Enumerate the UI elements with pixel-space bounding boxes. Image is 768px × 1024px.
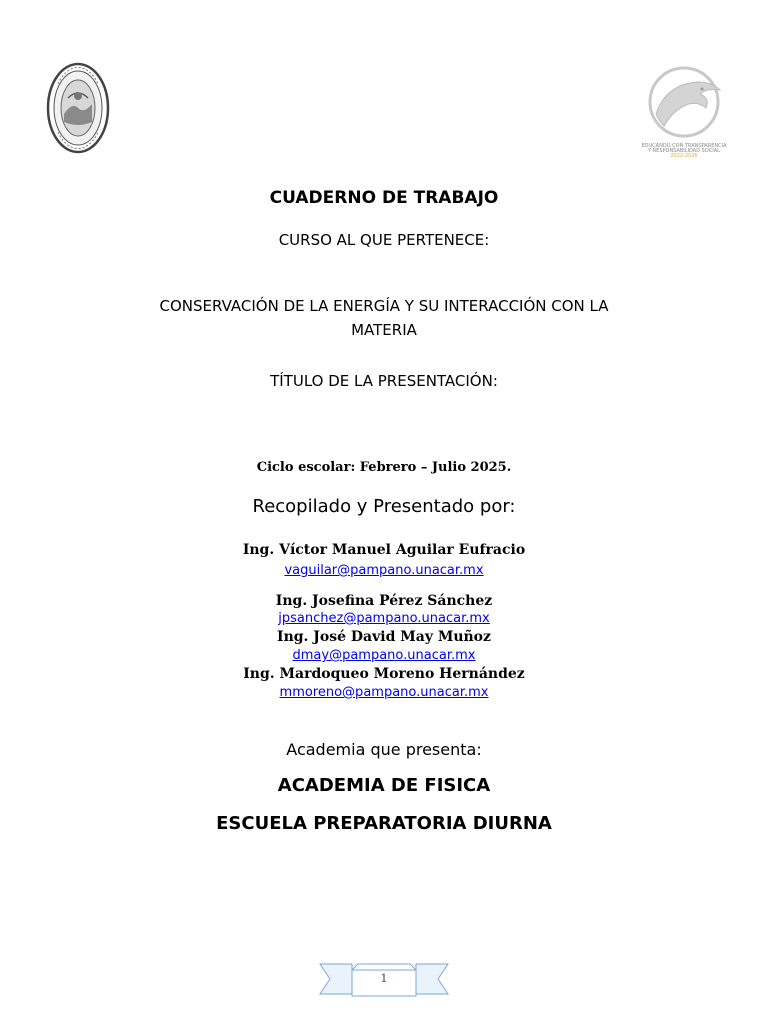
author-email-link[interactable]: vaguilar@pampano.unacar.mx bbox=[284, 563, 484, 578]
course-name: CONSERVACIÓN DE LA ENERGÍA Y SU INTERACCIÓN CON LA MATERIA bbox=[159, 297, 609, 339]
author-email-link[interactable]: dmay@pampano.unacar.mx bbox=[292, 648, 476, 663]
author-email-link[interactable]: mmoreno@pampano.unacar.mx bbox=[279, 685, 489, 700]
academy-label: Academia que presenta: bbox=[286, 740, 482, 759]
school-cycle: Ciclo escolar: Febrero – Julio 2025. bbox=[256, 460, 512, 475]
author-email-link[interactable]: jpsanchez@pampano.unacar.mx bbox=[278, 611, 490, 626]
page-number: 1 bbox=[380, 972, 388, 985]
presentation-title-label: TÍTULO DE LA PRESENTACIÓN: bbox=[270, 372, 498, 390]
author-name: Ing. Víctor Manuel Aguilar Eufracio bbox=[242, 542, 526, 558]
compiled-by-label: Recopilado y Presentado por: bbox=[252, 496, 516, 517]
page-number-ribbon bbox=[318, 958, 450, 1000]
author-name: Ing. José David May Muñoz bbox=[277, 629, 491, 645]
author-name: Ing. Mardoqueo Moreno Hernández bbox=[243, 666, 525, 682]
author-name: Ing. Josefina Pérez Sánchez bbox=[275, 593, 493, 609]
logo-caption: EDUCANDO CON TRANSPARENCIA Y RESPONSABILIDAD SOCIAL 2022-2026 bbox=[641, 143, 727, 159]
course-label: CURSO AL QUE PERTENECE: bbox=[278, 231, 490, 249]
university-seal-logo bbox=[46, 62, 110, 154]
dolphin-institution-logo bbox=[636, 64, 732, 168]
academy-name: ACADEMIA DE FISICA bbox=[277, 775, 491, 796]
document-title: CUADERNO DE TRABAJO bbox=[269, 188, 499, 208]
school-name: ESCUELA PREPARATORIA DIURNA bbox=[216, 813, 552, 834]
